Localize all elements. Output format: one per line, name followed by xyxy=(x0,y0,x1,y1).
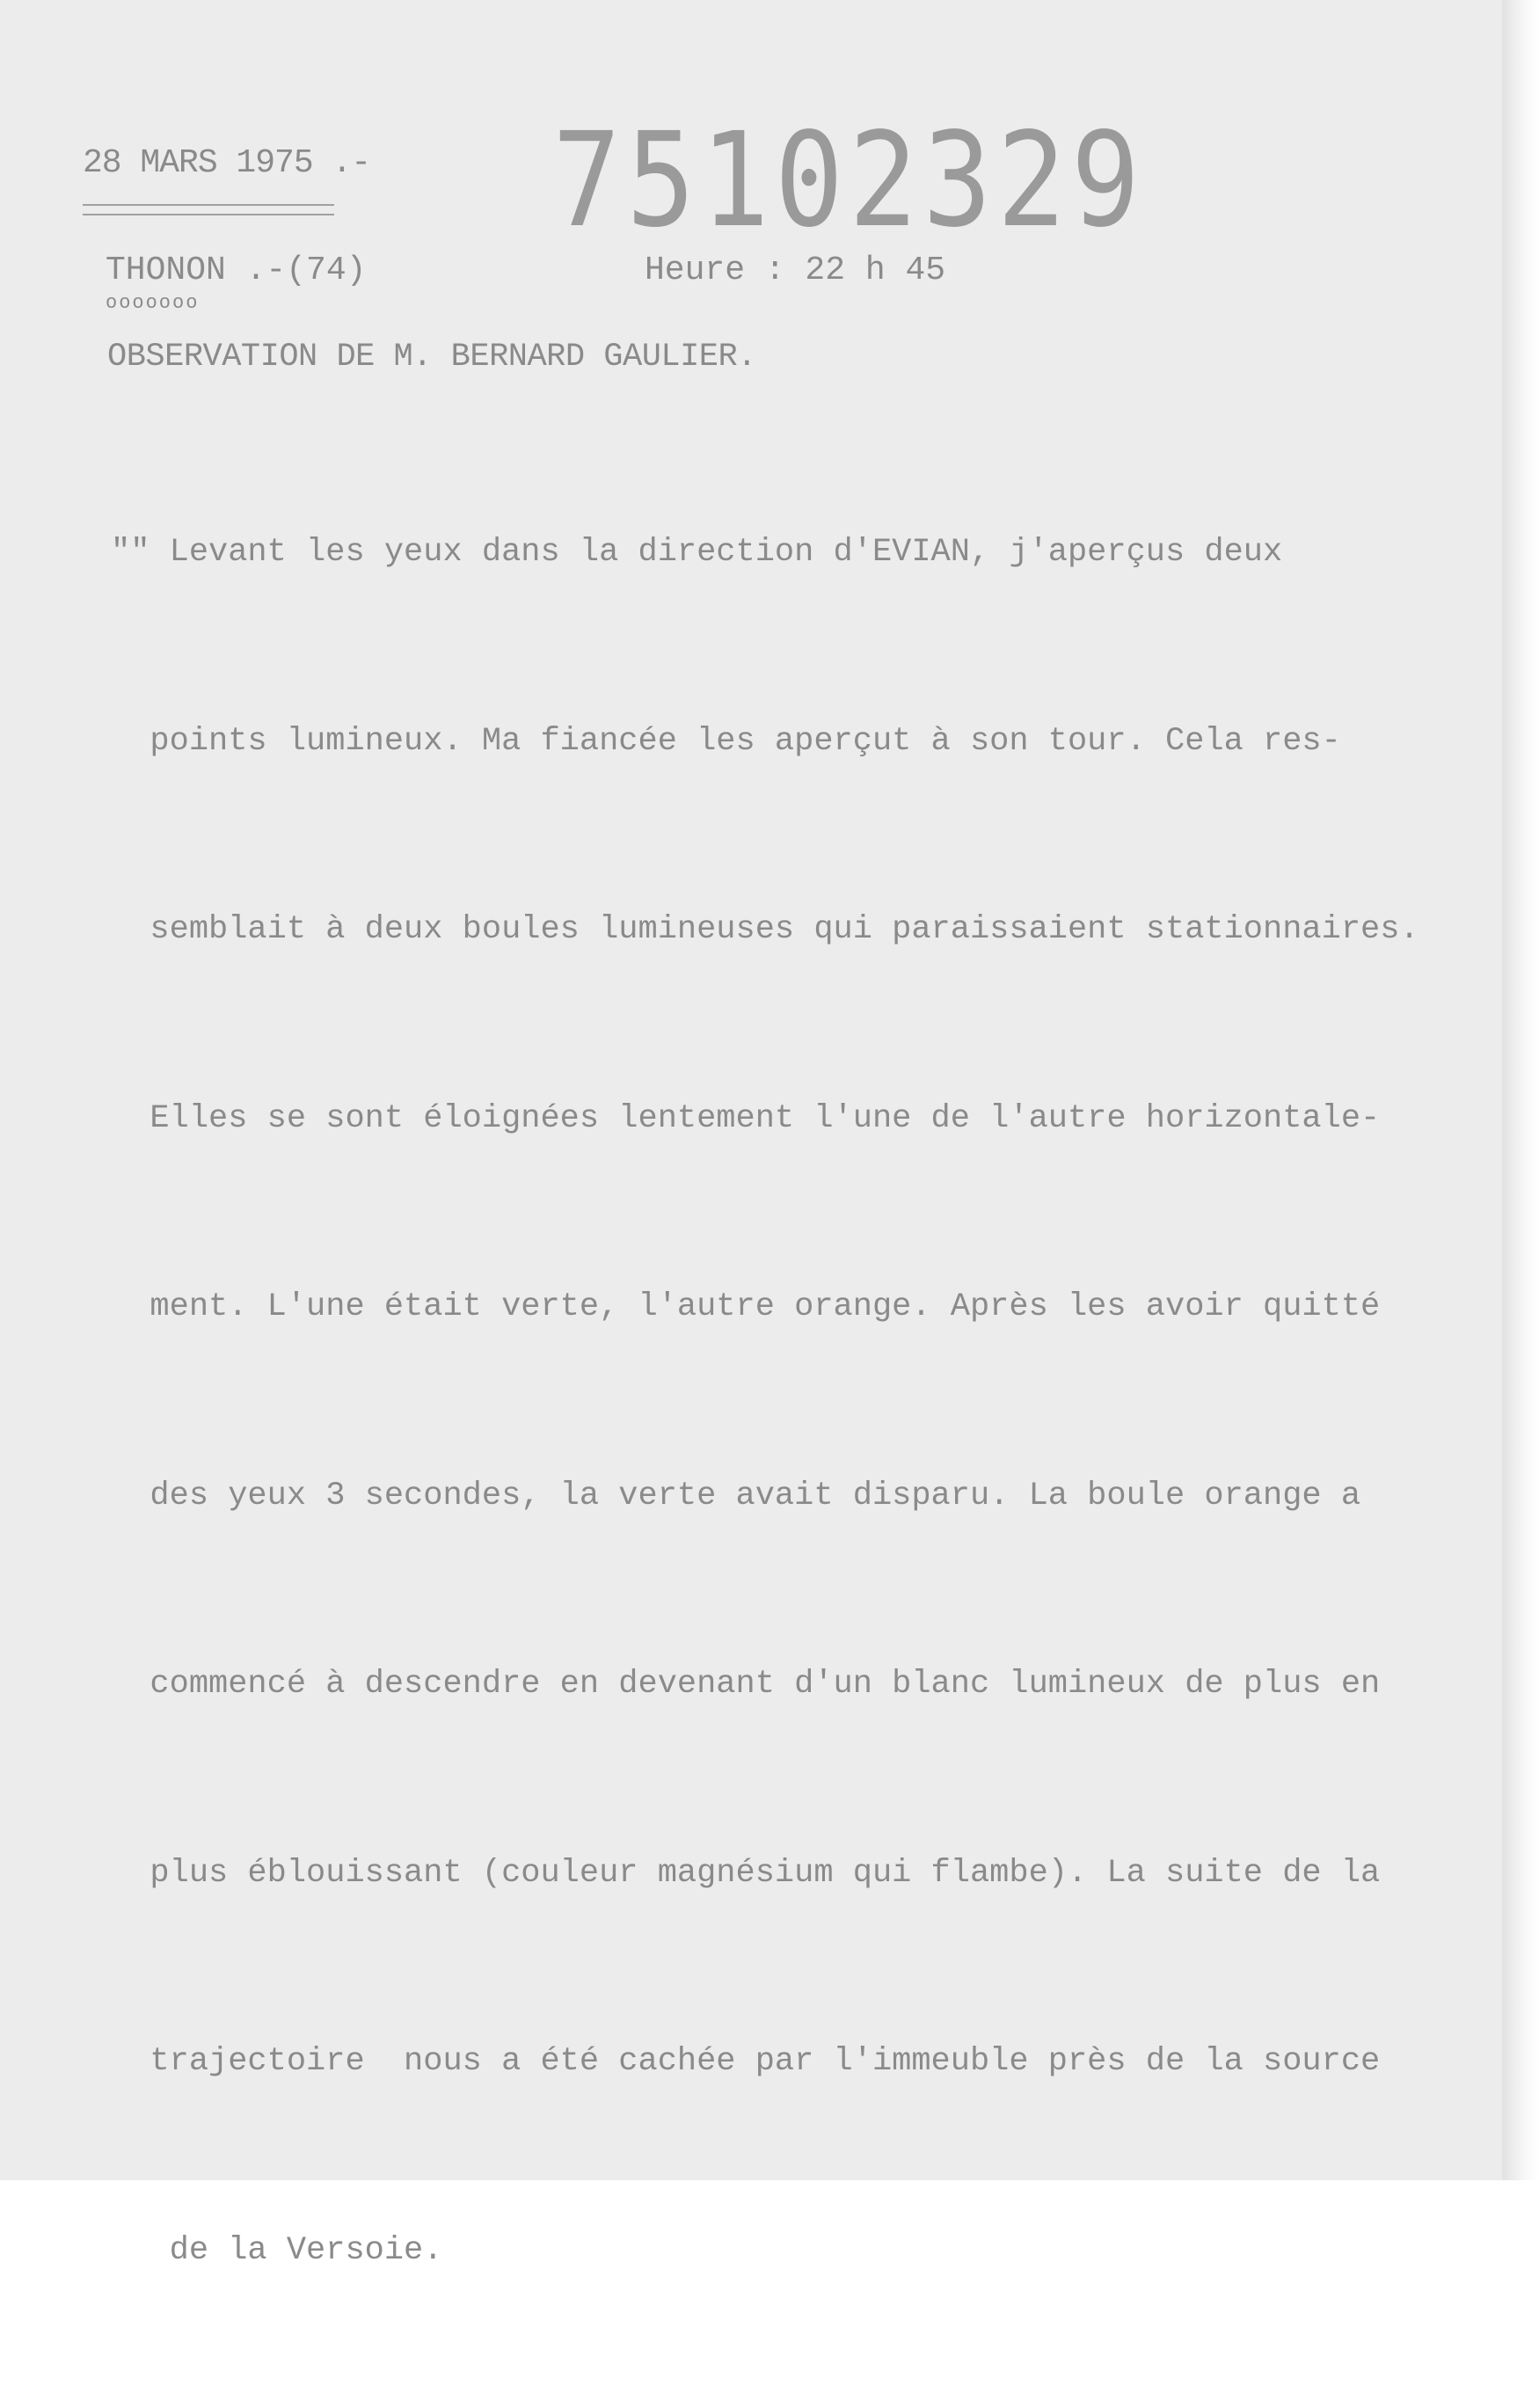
body-line: Elles se sont éloignées lentement l'une de l'autre horizontale- xyxy=(111,1099,1381,1137)
observation-time: Heure : 22 h 45 xyxy=(645,252,946,289)
body-line: ment. L'une était verte, l'autre orange. Après les avoir quitté xyxy=(111,1288,1381,1325)
observation-body xyxy=(111,396,1419,2408)
observation-title: OBSERVATION DE M. BERNARD GAULIER. xyxy=(107,339,756,376)
body-line: trajectoire nous a été cachée par l'immeuble près de la source xyxy=(111,2043,1381,2080)
paper-edge xyxy=(1502,0,1539,2180)
body-line: plus éblouissant (couleur magnésium qui flambe). La suite de la xyxy=(111,1854,1381,1892)
body-line: semblait à deux boules lumineuses qui paraissaient stationnaires. xyxy=(111,911,1419,948)
date-underline xyxy=(83,204,334,215)
body-line: "" Levant les yeux dans la direction d'EVIAN, j'aperçus deux xyxy=(111,534,1283,571)
location-heading: THONON .-(74) xyxy=(106,252,367,289)
body-line: de la Versoie. xyxy=(111,2231,443,2269)
report-date: 28 MARS 1975 .- xyxy=(83,144,371,182)
body-line: commencé à descendre en devenant d'un blanc lumineux de plus en xyxy=(111,1666,1381,1703)
body-line: points lumineux. Ma fiancée les aperçut à son tour. Cela res- xyxy=(111,722,1341,760)
location-underline: ooooooo xyxy=(106,292,200,314)
case-number-stamp: 75102329 xyxy=(552,104,1146,257)
body-line: des yeux 3 secondes, la verte avait disparu. La boule orange a xyxy=(111,1477,1361,1514)
